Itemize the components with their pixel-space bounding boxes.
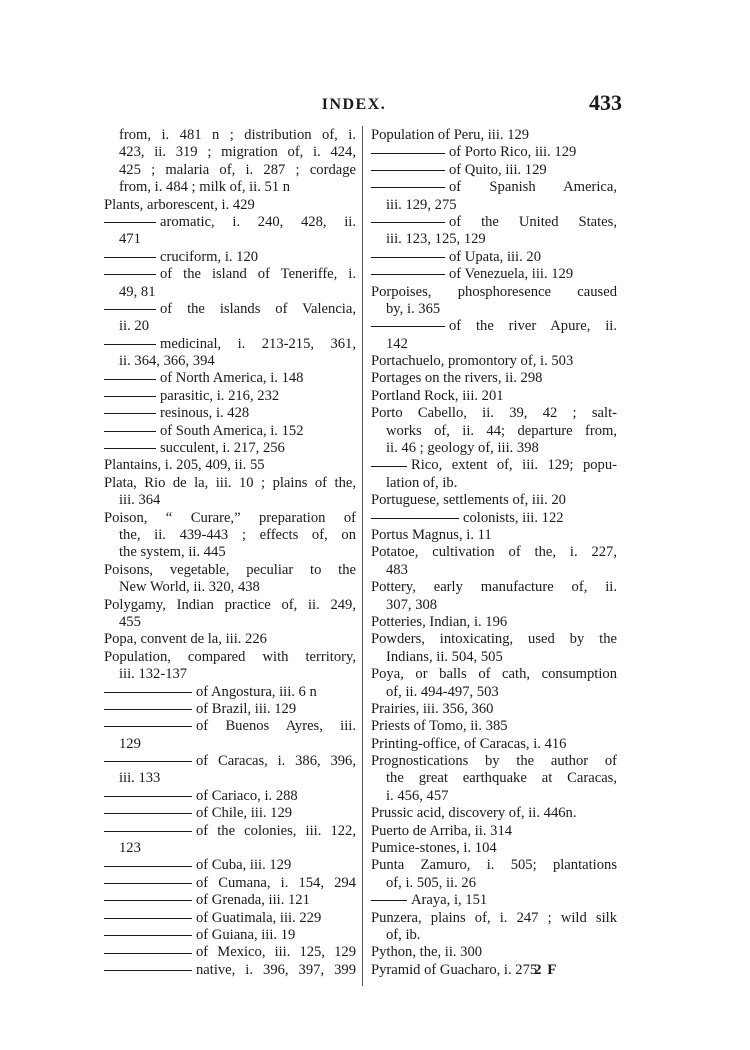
index-entry (104, 962, 356, 979)
index-entry (371, 649, 617, 666)
index-entry-text: Python, the, ii. 300 (371, 944, 483, 961)
index-entry-text: Portuguese, settlements of, iii. 20 (371, 492, 566, 509)
index-entry-text: iii. 123, 125, 129 (386, 231, 486, 248)
index-entry (104, 614, 356, 631)
index-entry-text: Porpoises, phosphoresence caused (371, 283, 617, 300)
index-entry (371, 423, 617, 440)
index-entry-text: Pumice-stones, i. 104 (371, 840, 497, 857)
index-entry-text: Powders, intoxicating, used by the (371, 631, 617, 648)
repeat-dash (104, 866, 192, 867)
index-entry (104, 840, 356, 857)
repeat-dash (371, 153, 445, 154)
index-entry-text: of Cumana, i. 154, 294 (196, 874, 356, 891)
index-entry (104, 353, 356, 370)
index-entry-text: Potteries, Indian, i. 196 (371, 613, 508, 630)
repeat-dash (104, 222, 156, 223)
repeat-dash (104, 726, 192, 727)
repeat-dash (104, 831, 192, 832)
index-entry-text: of, i. 505, ii. 26 (386, 874, 476, 891)
index-entry (371, 475, 617, 492)
index-entry (104, 423, 356, 440)
index-entry-text: aromatic, i. 240, 428, ii. (160, 213, 356, 230)
index-entry (371, 910, 617, 927)
index-entry (371, 266, 617, 283)
index-entry (371, 962, 617, 979)
index-entry (371, 336, 617, 353)
index-entry-text: of the islands of Valencia, (160, 300, 356, 317)
index-entry (104, 805, 356, 822)
index-entry-text: of Cariaco, i. 288 (196, 787, 298, 804)
repeat-dash (104, 448, 156, 449)
repeat-dash (371, 326, 445, 327)
index-entry-text: Punta Zamuro, i. 505; plantations (371, 857, 617, 874)
index-entry (371, 701, 617, 718)
index-entry (371, 875, 617, 892)
index-entry-text: 49, 81 (119, 283, 156, 300)
index-entry (104, 857, 356, 874)
index-entry (371, 144, 617, 161)
index-entry-text: Portland Rock, iii. 201 (371, 387, 504, 404)
index-entry (371, 249, 617, 266)
index-entry (371, 666, 617, 683)
index-entry-text: of the colonies, iii. 122, (196, 822, 356, 839)
index-entry-text: of Guiana, iii. 19 (196, 926, 296, 943)
index-entry (371, 892, 617, 909)
index-entry (104, 684, 356, 701)
index-entry-text: of Buenos Ayres, iii. (196, 718, 356, 735)
index-entry-text: Araya, i, 151 (411, 892, 488, 909)
index-entry (371, 353, 617, 370)
index-entry-text: of Quito, iii. 129 (449, 161, 547, 178)
index-entry-text: the system, ii. 445 (119, 544, 226, 561)
index-entry-text: of North America, i. 148 (160, 370, 304, 387)
repeat-dash (104, 883, 192, 884)
index-entry-text: iii. 129, 275 (386, 196, 457, 213)
index-entry (104, 597, 356, 614)
index-entry-text: of Spanish America, (449, 179, 617, 196)
index-entry (371, 214, 617, 231)
index-entry-text: from, i. 484 ; milk of, ii. 51 n (119, 179, 291, 196)
index-entry (104, 179, 356, 196)
index-entry-text: of Venezuela, iii. 129 (449, 266, 574, 283)
index-entry-text: ii. 46 ; geology of, iii. 398 (386, 440, 539, 457)
index-entry-text: Pyramid of Guacharo, i. 275 (371, 961, 538, 978)
index-entry (371, 440, 617, 457)
repeat-dash (371, 187, 445, 188)
index-entry-text: medicinal, i. 213-215, 361, (160, 335, 356, 352)
index-entry-text: colonists, iii. 122 (463, 509, 564, 526)
index-entry-text: 483 (386, 561, 408, 578)
index-entry-text: cruciform, i. 120 (160, 248, 259, 265)
index-entry (371, 753, 617, 770)
index-entry-text: the, ii. 439-443 ; effects of, on (119, 526, 356, 543)
index-entry-text: Printing-office, of Caracas, i. 416 (371, 735, 567, 752)
index-entry (104, 788, 356, 805)
index-entry (371, 492, 617, 509)
index-entry-text: Portus Magnus, i. 11 (371, 526, 492, 543)
repeat-dash (104, 900, 192, 901)
index-entry-text: of Upata, iii. 20 (449, 248, 542, 265)
repeat-dash (104, 761, 192, 762)
index-entry (371, 457, 617, 474)
index-entry-text: Punzera, plains of, i. 247 ; wild silk (371, 909, 617, 926)
index-entry (371, 301, 617, 318)
index-entry (104, 197, 356, 214)
index-entry-text: the great earthquake at Caracas, (386, 770, 617, 787)
index-entry-text: Prairies, iii. 356, 360 (371, 700, 494, 717)
index-entry (371, 510, 617, 527)
index-entry (104, 770, 356, 787)
index-entry (104, 649, 356, 666)
index-entry-text: 423, ii. 319 ; migration of, i. 424, (119, 144, 356, 161)
index-entry (104, 892, 356, 909)
index-entry (104, 875, 356, 892)
repeat-dash (371, 222, 445, 223)
repeat-dash (104, 274, 156, 275)
index-entry-text: 471 (119, 231, 141, 248)
index-entry-text: Population, compared with territory, (104, 648, 356, 665)
index-entry-text: of Mexico, iii. 125, 129 (196, 944, 356, 961)
index-entry-text: Population of Peru, iii. 129 (371, 127, 530, 143)
index-entry-text: of Angostura, iii. 6 n (196, 683, 317, 700)
repeat-dash (371, 518, 459, 519)
index-entry (104, 162, 356, 179)
repeat-dash (371, 900, 407, 901)
index-entry (371, 840, 617, 857)
repeat-dash (104, 309, 156, 310)
index-entry-text: lation of, ib. (386, 474, 458, 491)
repeat-dash (371, 170, 445, 171)
repeat-dash (104, 813, 192, 814)
index-entry (371, 370, 617, 387)
index-entry (371, 770, 617, 787)
index-entry (371, 736, 617, 753)
index-entry-text: i. 456, 457 (386, 787, 449, 804)
index-entry-text: Indians, ii. 504, 505 (386, 648, 503, 665)
index-entry (371, 127, 617, 144)
index-entry-text: Prognostications by the author of (371, 753, 617, 770)
index-entry-text: of Guatimala, iii. 229 (196, 909, 322, 926)
index-entry (371, 562, 617, 579)
index-entry (104, 457, 356, 474)
index-entry-text: Polygamy, Indian practice of, ii. 249, (104, 596, 356, 613)
index-entry (104, 631, 356, 648)
index-entry-text: ii. 20 (119, 318, 149, 335)
index-entry (104, 718, 356, 735)
index-entry (104, 144, 356, 161)
index-entry-text: Portachuelo, promontory of, i. 503 (371, 353, 574, 370)
index-entry-text: iii. 364 (119, 492, 161, 509)
index-entry-text: of the river Apure, ii. (449, 318, 617, 335)
index-entry (371, 527, 617, 544)
index-entry-text: iii. 133 (119, 770, 161, 787)
index-entry (371, 788, 617, 805)
repeat-dash (104, 396, 156, 397)
index-entry-text: Potatoe, cultivation of the, i. 227, (371, 544, 617, 561)
index-entry-text: 455 (119, 613, 141, 630)
index-entry (371, 631, 617, 648)
index-entry-text: of, ii. 494-497, 503 (386, 683, 499, 700)
index-entry-text: Pottery, early manufacture of, ii. (371, 579, 617, 596)
index-entry-text: Poisons, vegetable, peculiar to the (104, 561, 356, 578)
index-entry (371, 927, 617, 944)
index-entry-text: 123 (119, 840, 141, 857)
index-entry-text: by, i. 365 (386, 300, 441, 317)
repeat-dash (104, 413, 156, 414)
repeat-dash (104, 970, 192, 971)
index-column-right (371, 127, 617, 979)
index-entry-text: of, ib. (386, 926, 421, 943)
index-entry (371, 823, 617, 840)
index-entry-text: of Brazil, iii. 129 (196, 700, 297, 717)
index-entry (104, 127, 356, 144)
index-entry (371, 944, 617, 961)
index-entry-text: works of, ii. 44; departure from, (386, 422, 617, 439)
index-entry (104, 562, 356, 579)
index-entry (104, 405, 356, 422)
repeat-dash (104, 796, 192, 797)
index-entry-text: native, i. 396, 397, 399 (196, 961, 356, 978)
index-entry (104, 510, 356, 527)
index-entry-text: of Porto Rico, iii. 129 (449, 144, 577, 161)
index-entry-text: Puerto de Arriba, ii. 314 (371, 822, 513, 839)
repeat-dash (104, 935, 192, 936)
index-entry (104, 336, 356, 353)
index-entry-text: Popa, convent de la, iii. 226 (104, 631, 267, 648)
index-entry (371, 857, 617, 874)
index-entry (104, 284, 356, 301)
index-entry (104, 249, 356, 266)
index-entry (104, 440, 356, 457)
index-entry (104, 753, 356, 770)
index-entry-text: New World, ii. 320, 438 (119, 579, 260, 596)
repeat-dash (104, 344, 156, 345)
column-divider (362, 126, 363, 986)
index-entry (104, 666, 356, 683)
index-entry-text: Prussic acid, discovery of, ii. 446n. (371, 805, 577, 822)
index-entry (371, 179, 617, 196)
index-entry-text: parasitic, i. 216, 232 (160, 387, 280, 404)
index-entry (104, 388, 356, 405)
index-entry (371, 388, 617, 405)
index-entry (104, 231, 356, 248)
index-entry (104, 214, 356, 231)
index-entry (371, 197, 617, 214)
index-entry (104, 475, 356, 492)
repeat-dash (104, 257, 156, 258)
index-entry-text: Plata, Rio de la, iii. 10 ; plains of the, (104, 474, 356, 491)
index-entry-text: Poya, or balls of cath, consumption (371, 666, 617, 683)
page-number: 433 (589, 90, 622, 115)
page-title: INDEX. (321, 96, 387, 113)
repeat-dash (104, 953, 192, 954)
repeat-dash (104, 918, 192, 919)
index-entry (371, 231, 617, 248)
repeat-dash (371, 466, 407, 467)
index-entry (104, 266, 356, 283)
index-entry (104, 527, 356, 544)
index-entry (371, 579, 617, 596)
index-entry (104, 701, 356, 718)
index-entry-text: of the United States, (449, 213, 617, 230)
index-entry (104, 736, 356, 753)
repeat-dash (104, 692, 192, 693)
index-entry (104, 301, 356, 318)
index-entry-text: 307, 308 (386, 596, 438, 613)
index-entry (104, 823, 356, 840)
index-entry (371, 162, 617, 179)
index-entry-text: Poison, “ Curare,” preparation of (104, 509, 356, 526)
index-entry (104, 492, 356, 509)
index-entry-text: of Grenada, iii. 121 (196, 892, 310, 909)
index-entry (104, 910, 356, 927)
signature-mark: 2 F (534, 962, 558, 978)
index-entry (104, 318, 356, 335)
index-entry-text: 129 (119, 735, 141, 752)
index-entry-text: of Caracas, i. 386, 396, (196, 753, 356, 770)
repeat-dash (371, 274, 445, 275)
index-entry-text: Plants, arborescent, i. 429 (104, 196, 255, 213)
index-entry-text: Portages on the rivers, ii. 298 (371, 370, 543, 387)
index-entry (104, 370, 356, 387)
index-entry (371, 805, 617, 822)
index-entry-text: of South America, i. 152 (160, 422, 304, 439)
index-entry (371, 544, 617, 561)
index-entry-text: Rico, extent of, iii. 129; popu- (411, 457, 617, 474)
index-entry-text: 425 ; malaria of, i. 287 ; cordage (119, 161, 356, 178)
index-entry-text: Priests of Tomo, ii. 385 (371, 718, 508, 735)
index-entry-text: Plantains, i. 205, 409, ii. 55 (104, 457, 265, 474)
repeat-dash (104, 379, 156, 380)
index-entry-text: iii. 132-137 (119, 666, 188, 683)
index-entry (371, 718, 617, 735)
index-entry (371, 597, 617, 614)
index-entry-text: succulent, i. 217, 256 (160, 440, 285, 457)
index-entry (104, 944, 356, 961)
repeat-dash (371, 257, 445, 258)
index-entry-text: of the island of Teneriffe, i. (160, 266, 356, 283)
index-entry-text: Porto Cabello, ii. 39, 42 ; salt- (371, 405, 617, 422)
index-entry-text: 142 (386, 335, 408, 352)
index-entry (371, 684, 617, 701)
index-entry-text: ii. 364, 366, 394 (119, 353, 215, 370)
index-column-left (104, 127, 356, 979)
index-entry (371, 284, 617, 301)
index-entry-text: of Cuba, iii. 129 (196, 857, 292, 874)
index-entry (104, 544, 356, 561)
index-entry-text: resinous, i. 428 (160, 405, 250, 422)
index-entry (104, 579, 356, 596)
index-entry-text: from, i. 481 n ; distribution of, i. (119, 127, 356, 143)
index-entry (371, 318, 617, 335)
index-entry-text: of Chile, iii. 129 (196, 805, 293, 822)
index-entry (104, 927, 356, 944)
index-entry (371, 405, 617, 422)
index-entry (371, 614, 617, 631)
repeat-dash (104, 709, 192, 710)
repeat-dash (104, 431, 156, 432)
